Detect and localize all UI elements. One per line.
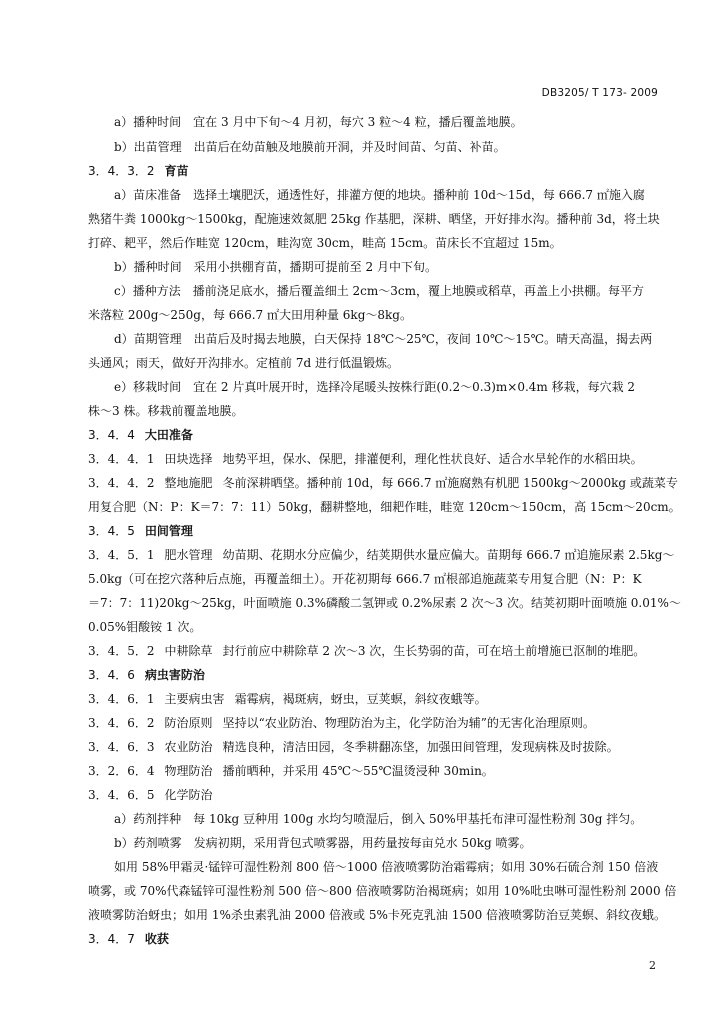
section-title: 育苗 <box>164 164 189 178</box>
paragraph-line: 5.0kg（可在挖穴落种后点施，再覆盖细土）。开花初期每 666.7 ㎡根部追施蔬菜专用复合肥（N：P：K <box>88 572 642 586</box>
paragraph-line: 头通风；雨天，做好开沟排水。定植前 7d 进行低温锻炼。 <box>88 356 399 370</box>
paragraph-line: 株～3 株。移栽前覆盖地膜。 <box>88 404 244 418</box>
subsection-label: 整地施肥 <box>164 476 213 490</box>
subsection-line <box>88 787 213 803</box>
subsection-text: 冬前深耕晒垡。播种前 10d，每 666.7 ㎡施腐熟有机肥 1500kg～2000kg 或蔬菜专 <box>222 476 678 490</box>
subsection-number: 3．4．5．2 <box>88 644 155 658</box>
subsection-text: 地势平坦，保水、保肥，排灌便利，理化性状良好、适合水旱轮作的水稻田块。 <box>222 452 643 466</box>
subsection-text: 坚持以“农业防治、物理防治为主，化学防治为辅”的无害化治理原则。 <box>222 716 595 730</box>
paragraph-line: b）药剂喷雾 发病初期，采用背包式喷雾器，用药量按每亩兑水 50kg 喷雾。 <box>114 836 532 850</box>
subsection-number: 3．4．4．1 <box>88 452 155 466</box>
paragraph-line: 米落粒 200g～250g，每 666.7 ㎡大田用种量 6kg～8kg。 <box>88 308 412 322</box>
paragraph-line: 喷雾，或 70%代森锰锌可湿性粉剂 500 倍～800 倍液喷雾防治褐斑病；如用 10%吡虫啉可湿性粉剂 2000 倍 <box>88 884 677 898</box>
subsection-text: 播前晒种，并采用 45℃～55℃温烫浸种 30min。 <box>222 764 494 778</box>
paragraph-line: 熟猪牛粪 1000kg～1500kg，配施速效氮肥 25kg 作基肥，深耕、晒垡，开好排水沟。播种前 3d，将土块 <box>88 212 660 226</box>
subsection-text: 霜霉病，褐斑病，蚜虫，豆荚螟，斜纹夜蛾等。 <box>234 692 487 706</box>
subsection-number: 3．4．6．1 <box>88 692 155 706</box>
section-number: 3．4．7 <box>88 932 135 946</box>
subsection-label: 中耕除草 <box>164 644 213 658</box>
paragraph-line: 打碎、耙平，然后作畦宽 120cm，畦沟宽 30cm，畦高 15cm。苗床长不宜超过 15m。 <box>88 236 562 250</box>
section-number: 3．4．4 <box>88 428 135 442</box>
section-number: 3．4．3．2 <box>88 164 155 178</box>
section-heading <box>88 931 169 947</box>
paragraph-line: d）苗期管理 出苗后及时揭去地膜，白天保持 18℃～25℃，夜间 10℃～15℃。晴天高温，揭去两 <box>114 332 653 346</box>
section-title: 田间管理 <box>144 524 193 538</box>
paragraph-line: e）移栽时间 宜在 2 片真叶展开时，选择冷尾暖头按株行距(0.2～0.3)m×0.4m 移栽，每穴栽 2 <box>114 380 636 394</box>
section-heading <box>88 427 193 443</box>
subsection-label: 防治原则 <box>164 716 213 730</box>
section-title: 大田准备 <box>144 428 193 442</box>
subsection-text: 封行前应中耕除草 2 次～3 次，生长势弱的苗，可在培土前增施已沤制的堆肥。 <box>222 644 646 658</box>
subsection-text: 幼苗期、花期水分应偏少，结荚期供水量应偏大。苗期每 666.7 ㎡追施尿素 2.5kg～ <box>222 548 675 562</box>
paragraph-line: a）播种时间 宜在 3 月中下旬～4 月初，每穴 3 粒～4 粒，播后覆盖地膜。 <box>114 115 523 129</box>
paragraph-line: b）出苗管理 出苗后在幼苗触及地膜前开洞，并及时间苗、匀苗、补苗。 <box>114 140 506 154</box>
paragraph-line: 0.05%钼酸铵 1 次。 <box>88 620 202 634</box>
paragraph-line: c）播种方法 播前浇足底水，播后覆盖细土 2cm～3cm，覆上地膜或稻草，再盖上小拱棚。每平方 <box>114 284 645 298</box>
subsection-number: 3．4．6．3 <box>88 740 155 754</box>
subsection-line <box>88 475 678 491</box>
paragraph-line: b）播种时间 采用小拱棚育苗，播期可提前至 2 月中下旬。 <box>114 260 437 274</box>
subsection-label: 农业防治 <box>164 740 213 754</box>
section-title: 病虫害防治 <box>144 668 205 682</box>
page-number: 2 <box>649 959 656 972</box>
subsection-line <box>88 547 674 563</box>
subsection-number: 3．2．6．4 <box>88 764 155 778</box>
section-heading <box>88 523 193 539</box>
subsection-line <box>88 451 643 467</box>
subsection-line <box>88 691 487 707</box>
subsection-line <box>88 715 595 731</box>
section-heading <box>88 163 189 179</box>
subsection-number: 3．4．4．2 <box>88 476 155 490</box>
subsection-line <box>88 739 619 755</box>
subsection-line <box>88 643 645 659</box>
subsection-label: 物理防治 <box>164 764 213 778</box>
document-code: DB3205/ T 173- 2009 <box>541 87 658 99</box>
section-title: 收获 <box>144 932 169 946</box>
paragraph-line: a）药剂拌种 每 10kg 豆种用 100g 水均匀喷湿后，倒入 50%甲基托布津可湿性粉剂 30g 拌匀。 <box>114 812 643 826</box>
subsection-label: 主要病虫害 <box>164 692 225 706</box>
subsection-label: 化学防治 <box>164 788 213 802</box>
section-number: 3．4．5 <box>88 524 135 538</box>
section-number: 3．4．6 <box>88 668 135 682</box>
paragraph-line: 液喷雾防治蚜虫；如用 1%杀虫素乳油 2000 倍液或 5%卡死克乳油 1500 倍液喷雾防治豆荚螟、斜纹夜蛾。 <box>88 908 667 922</box>
subsection-number: 3．4．5．1 <box>88 548 155 562</box>
subsection-text: 精选良种，清洁田园，冬季耕翻冻垡，加强田间管理，发现病株及时拔除。 <box>222 740 619 754</box>
subsection-number: 3．4．6．5 <box>88 788 155 802</box>
section-heading <box>88 667 205 683</box>
subsection-number: 3．4．6．2 <box>88 716 155 730</box>
paragraph-line: 用复合肥（N：P：K＝7：7：11）50kg，翻耕整地，细耙作畦，畦宽 120cm～150cm，高 15cm～20cm。 <box>88 500 681 514</box>
paragraph-line: a）苗床准备 选择土壤肥沃，通透性好，排灌方便的地块。播种前 10d～15d，每 666.7 ㎡施入腐 <box>114 188 645 202</box>
paragraph-line: 如用 58%甲霜灵·锰锌可湿性粉剂 800 倍～1000 倍液喷雾防治霜霉病；如用 30%石硫合剂 150 倍液 <box>114 860 659 874</box>
subsection-label: 田块选择 <box>164 452 213 466</box>
subsection-line <box>88 763 494 779</box>
subsection-label: 肥水管理 <box>164 548 213 562</box>
paragraph-line: ＝7：7：11)20kg～25kg，叶面喷施 0.3%磷酸二氢钾或 0.2%尿素 2 次～3 次。结荚初期叶面喷施 0.01%～ <box>88 596 681 610</box>
